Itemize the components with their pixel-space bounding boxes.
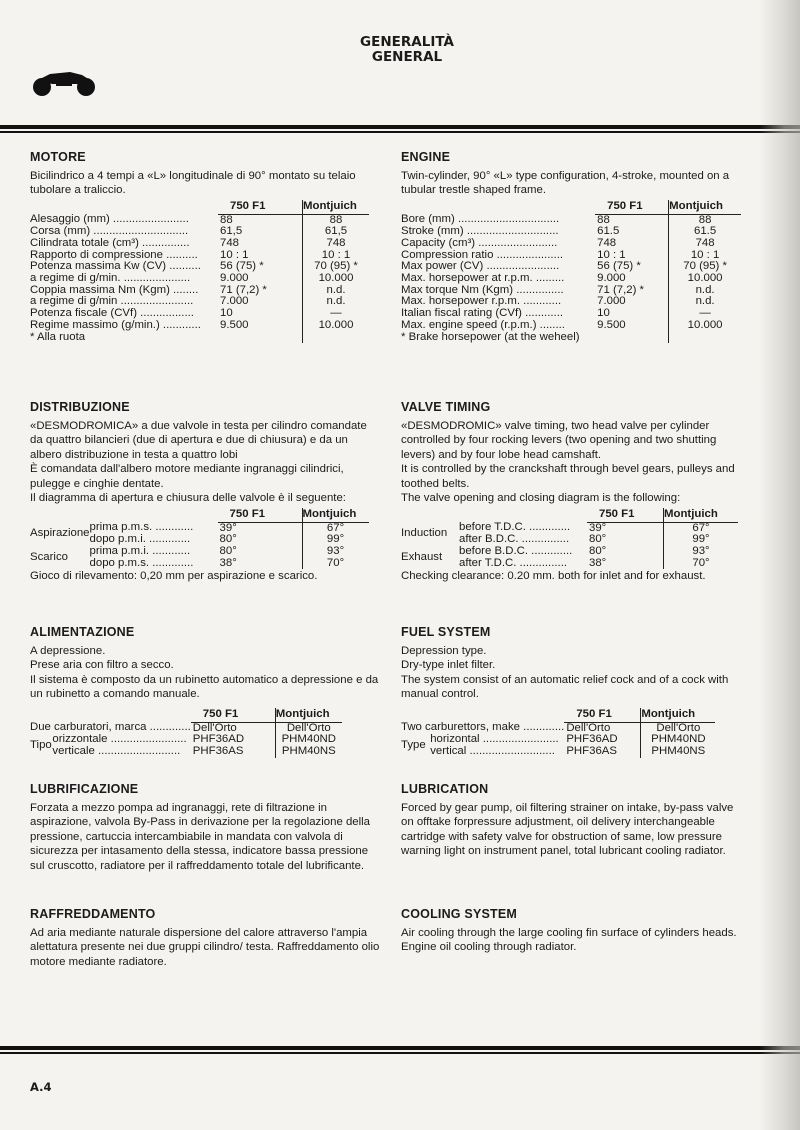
page-title-english: GENERAL — [371, 49, 443, 65]
table-row: a regime di g/min. ..................... 9.000 10.000 — [30, 273, 369, 285]
section-title: RAFFREDDAMENTO — [30, 907, 156, 921]
section-title: FUEL SYSTEM — [401, 625, 491, 639]
section-title: MOTORE — [30, 150, 86, 164]
section-text: «DESMODROMICA» a due valvole in testa per cilindro comandate da quattro bilancieri (due di apertura e due di chiusura) e da un albero distribuzione in testa a quattro lobi — [30, 419, 367, 461]
table-row: Tipo orizzontale ........................ PHF36AD PHM40ND — [30, 734, 342, 746]
table-row: Max. horsepower at r.p.m. ......... 9.000 10.000 — [401, 273, 741, 285]
section-text: Forzata a mezzo pompa ad ingranaggi, rete di filtrazione in aspirazione, valvola By-Pass in derivazione per la regolazione della pressione, cartuccia intercambiabile in mandata con valvola di sicurezza per intasamento della stessa, indicatore bassa pressione sul cruscotto, radiatore per il raffreddamento totale del lubrificante. — [30, 801, 371, 872]
table-row: Bore (mm) ................................ 88 88 — [401, 214, 741, 226]
carburettor-table: 750 F1 Montjuich Two carburettors, make ............. Dell'Orto Dell'Orto Type horizontal ........................ PHF36AD PHM40ND vertical ........................... PHF36AS PHM40NS — [401, 708, 715, 758]
section-text: Depression type. — [401, 644, 487, 657]
table-row: Compression ratio ..................... 10 : 1 10 : 1 — [401, 250, 741, 262]
table-row: dopo p.m.s. ............. 38° 70° — [30, 558, 369, 570]
page-number: A.4 — [30, 1080, 52, 1094]
section-fuel-system — [401, 625, 741, 758]
bottom-rule-thin — [0, 1052, 800, 1054]
section-text: The valve opening and closing diagram is the following: — [401, 492, 681, 504]
section-title: ALIMENTAZIONE — [30, 625, 135, 639]
table-row: after T.D.C. ............... 38° 70° — [401, 558, 738, 570]
section-text: Forced by gear pump, oil filtering strainer on intake, by-pass valve on offtake forpressure adjustment, oil delivery interchangeable cartridge with safety valve for obstruction of same, low pressure warning light on instrument panel, total lubricant cooling radiator. — [401, 801, 734, 857]
table-row: Potenza fiscale (CVf) ................. 10 — — [30, 308, 369, 320]
table-row: vertical ........................... PHF36AS PHM40NS — [401, 746, 715, 758]
table-row: Rapporto di compressione .......... 10 : 1 10 : 1 — [30, 250, 369, 262]
footnote: * Brake horsepower (at the weheel) — [401, 330, 580, 343]
section-title: VALVE TIMING — [401, 400, 491, 414]
footnote: * Alla ruota — [30, 330, 86, 343]
table-row: Max. engine speed (r.p.m.) ........ 9.500 10.000 — [401, 320, 741, 332]
section-alimentazione — [30, 625, 380, 758]
engine-spec-table: 750 F1 Montjuich Bore (mm) ................................ 88 88 Stroke (mm) ............................. 61.5 61.5 Capacity (cm³) ......................... 748 748 Compression ratio ..................... 10 : 1 10 : 1 Max power (CV) ....................... 56 (75) * 70 (95) * Max. horsepower at r.p.m. ......... 9.000 10.000 Max torque Nm (Kgm) ............... 71 (7,2) * n.d. Max. horsepower r.p.m. ............ 7.000 n.d. Italian fiscal rating (CVf) ............ 10 — Max. engine speed (r.p.m.) ........ 9.500 10.000 * Brake horsepower (at the weheel) — [401, 200, 741, 344]
section-text: Checking clearance: 0.20 mm. both for inlet and for exhaust. — [401, 570, 706, 583]
table-row: Due carburatori, marca ............. Dell'Orto Dell'Orto — [30, 722, 342, 734]
section-text: Twin-cylinder, 90° «L» type configuration, 4-stroke, mounted on a tubular trestle shaped frame. — [401, 169, 730, 196]
table-row: Max torque Nm (Kgm) ............... 71 (7,2) * n.d. — [401, 285, 741, 297]
carburettor-table: 750 F1 Montjuich Due carburatori, marca ............. Dell'Orto Dell'Orto Tipo orizzontale ........................ PHF36AD PHM40ND verticale .......................... PHF36AS PHM40NS — [30, 708, 342, 758]
table-row: after B.D.C. ............... 80° 99° — [401, 534, 738, 546]
table-row: a regime di g/min ....................... 7.000 n.d. — [30, 296, 369, 308]
table-row: Max. horsepower r.p.m. ............ 7.000 n.d. — [401, 296, 741, 308]
section-text: Il sistema è composto da un rubinetto automatico a depressione e da un rubinetto a comando manuale. — [30, 673, 379, 700]
section-title: COOLING SYSTEM — [401, 907, 518, 921]
english-column — [401, 150, 741, 980]
section-text: Gioco di rilevamento: 0,20 mm per aspirazione e scarico. — [30, 570, 318, 583]
section-engine — [401, 150, 741, 343]
section-title: DISTRIBUZIONE — [30, 400, 130, 414]
section-valve-timing — [401, 400, 741, 584]
column-header-montjuich: Montjuich — [303, 200, 370, 215]
top-rule-thick — [0, 125, 800, 129]
column-header-750: 750 F1 — [218, 200, 303, 215]
table-row: Capacity (cm³) ......................... 748 748 — [401, 238, 741, 250]
section-title: LUBRICATION — [401, 782, 489, 796]
table-row: dopo p.m.i. ............. 80° 99° — [30, 534, 369, 546]
section-text: Dry-type inlet filter. — [401, 659, 496, 671]
scan-edge-shadow — [760, 0, 800, 1130]
table-row: Coppia massima Nm (Kgm) ........ 71 (7,2) * n.d. — [30, 285, 369, 297]
section-lubrificazione — [30, 782, 380, 873]
section-text: It is controlled by the cranckshaft through bevel gears, pulleys and toothed belts. — [401, 463, 735, 490]
section-lubrication — [401, 782, 741, 859]
page-header — [0, 35, 800, 65]
section-text: Il diagramma di apertura e chiusura delle valvole è il seguente: — [30, 492, 346, 504]
motorcycle-icon — [30, 68, 100, 98]
table-row: Italian fiscal rating (CVf) ............ 10 — — [401, 308, 741, 320]
section-text: A depressione. — [30, 644, 106, 657]
section-title: LUBRIFICAZIONE — [30, 782, 139, 796]
table-row: Cilindrata totale (cm³) ............... 748 748 — [30, 238, 369, 250]
section-text: The system consist of an automatic relief cock and of a cock with manual control. — [401, 673, 729, 700]
section-text: Ad aria mediante naturale dispersione del calore attraverso l'ampia alettatura presente nei due gruppi cilindro/ testa. Raffreddamento olio motore mediante radiatore. — [30, 926, 380, 968]
table-row: Alesaggio (mm) ........................ 88 88 — [30, 214, 369, 226]
valve-timing-table: 750 F1 Montjuich Induction before T.D.C. ............. 39° 67° after B.D.C. ............... 80° 99° Exhaust before B.D.C. ............. 80° 93° after T.D.C. ............... 38° 70° — [401, 508, 738, 570]
table-row: Potenza massima Kw (CV) .......... 56 (75) * 70 (95) * — [30, 261, 369, 273]
table-row: Induction before T.D.C. ............. 39° 67° — [401, 522, 738, 534]
table-row: Two carburettors, make ............. Dell'Orto Dell'Orto — [401, 722, 715, 734]
bottom-rule-thick — [0, 1046, 800, 1050]
table-row: Type horizontal ........................ PHF36AD PHM40ND — [401, 734, 715, 746]
section-text: Prese aria con filtro a secco. — [30, 659, 174, 671]
valve-timing-table: 750 F1 Montjuich Aspirazione prima p.m.s. ............ 39° 67° dopo p.m.i. ............. 80° 99° Scarico prima p.m.i. ............ 80° 93° dopo p.m.s. ............. 38° 70° — [30, 508, 369, 570]
table-row: Aspirazione prima p.m.s. ............ 39° 67° — [30, 522, 369, 534]
table-row: Corsa (mm) .............................. 61,5 61,5 — [30, 226, 369, 238]
section-motore — [30, 150, 380, 343]
engine-spec-table — [30, 200, 369, 344]
table-row: Scarico prima p.m.i. ............ 80° 93° — [30, 546, 369, 558]
table-row: Max power (CV) ....................... 56 (75) * 70 (95) * — [401, 261, 741, 273]
top-rule-thin — [0, 131, 800, 133]
section-distribuzione — [30, 400, 380, 584]
table-row: Exhaust before B.D.C. ............. 80° 93° — [401, 546, 738, 558]
section-text: Air cooling through the large cooling fin surface of cylinders heads. Engine oil cooling through radiator. — [401, 926, 737, 953]
table-row: Regime massimo (g/min.) ............ 9.500 10.000 — [30, 320, 369, 332]
section-text: Bicilindrico a 4 tempi a «L» longitudinale di 90° montato su telaio tubolare a traliccio. — [30, 169, 356, 196]
section-title: ENGINE — [401, 150, 451, 164]
italian-column — [30, 150, 380, 980]
table-row: Stroke (mm) ............................. 61.5 61.5 — [401, 226, 741, 238]
section-raffreddamento — [30, 907, 380, 969]
page-title-italian: GENERALITÀ — [360, 34, 454, 50]
section-cooling-system — [401, 907, 741, 955]
table-row: verticale .......................... PHF36AS PHM40NS — [30, 746, 342, 758]
section-text: È comandata dall'albero motore mediante ingranaggi cilindrici, pulegge e cinghie dentate. — [30, 463, 344, 490]
section-text: «DESMODROMIC» valve timing, two head valve per cylinder controlled by four rocking levers (two opening and two shutting levers) and by four lobe head camshaft. — [401, 419, 717, 461]
